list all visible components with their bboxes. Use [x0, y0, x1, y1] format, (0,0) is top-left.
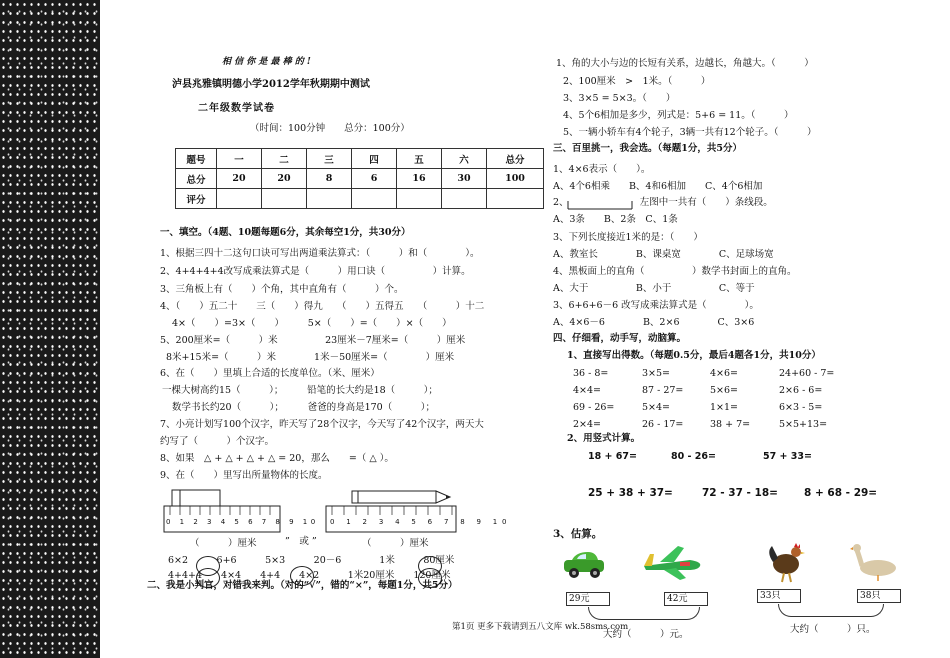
question-7b: 约写了（ ）个汉字。	[160, 436, 275, 447]
table-cell: 总分	[176, 169, 217, 189]
count-box-rooster: 33只	[757, 589, 801, 603]
brace	[778, 604, 884, 617]
segment-figure	[566, 198, 634, 212]
vertical-calc-item: 80 - 26=	[671, 451, 716, 462]
vertical-calc-item: 25 + 38 + 37=	[588, 487, 673, 499]
table-cell: 100	[487, 169, 544, 189]
vertical-calc-item: 72 - 37 - 18=	[702, 487, 778, 499]
score-table-points-row	[176, 169, 544, 189]
ruler-pencil-figure	[322, 488, 462, 536]
calc-title: 1、直接写出得数。（每题0.5分，最后4题各1分，共10分）	[567, 350, 821, 361]
table-cell: 8	[307, 169, 352, 189]
question-7a: 7、小亮计划写100个汉字，昨天写了28个汉字，今天写了42个汉字，两天大	[160, 419, 484, 430]
table-cell: 二	[262, 149, 307, 169]
table-cell: 16	[397, 169, 442, 189]
compare-row-2: 4+4+4 4×4 4+4 4×2 1米20厘米 120厘米	[168, 570, 451, 581]
table-cell: 6	[352, 169, 397, 189]
school-title: 泸县兆雅镇明德小学2012学年秋期期中测试	[172, 79, 370, 90]
table-cell: 四	[352, 149, 397, 169]
calc-item: 6×3 - 5=	[779, 402, 823, 413]
grade-cell[interactable]	[442, 189, 487, 209]
table-cell: 五	[397, 149, 442, 169]
section-3-title: 三、百里挑一，我会选。（每题1分，共5分）	[553, 143, 742, 154]
choice-2-options: A、3条 B、2条 C、1条	[553, 214, 678, 225]
choice-5: 3、6+6+6－6 改写成乘法算式是（ ）。	[553, 300, 759, 311]
question-8: 8、如果 △ + △ + △ + △ = 20，那么 =（ △ ）。	[160, 453, 394, 464]
calc-item: 69 - 26=	[573, 402, 615, 413]
brace	[588, 607, 700, 620]
grade-cell[interactable]	[397, 189, 442, 209]
vertical-calc-item: 18 + 67=	[588, 451, 637, 462]
ruler-left-labels: 0 1 2 3 4 5 6 7 8 9 10	[166, 518, 319, 526]
vertical-calc-item: 8 + 68 - 29=	[804, 487, 878, 499]
question-4b: 4×（ ）=3×（ ） 5×（ ）=（ ）×（ ）	[172, 318, 452, 329]
footer-text: 第1页 更多下载请到五八文库 wk.58sms.com	[452, 622, 629, 632]
choice-3: 3、下列长度接近1米的是：（ ）	[553, 232, 703, 243]
duck-icon	[850, 542, 902, 582]
choice-4-options: A、大于 B、小于 C、等于	[553, 283, 755, 294]
binding-margin	[0, 0, 100, 658]
estimate-title: 3、估算。	[553, 528, 603, 540]
calc-item: 38 + 7=	[710, 419, 751, 430]
calc-item: 24+60 - 7=	[779, 368, 835, 379]
calc-item: 2×4=	[573, 419, 602, 430]
table-cell: 评分	[176, 189, 217, 209]
judge-4: 4、5个6相加是多少，列式是：5+6 = 11。（ ）	[563, 110, 794, 121]
grade-cell[interactable]	[352, 189, 397, 209]
table-cell: 六	[442, 149, 487, 169]
choice-3-options: A、教室长 B、课桌宽 C、足球场宽	[553, 249, 774, 260]
table-cell: 一	[217, 149, 262, 169]
table-cell: 题号	[176, 149, 217, 169]
calc-item: 26 - 17=	[642, 419, 684, 430]
table-cell: 三	[307, 149, 352, 169]
section-4-title: 四、仔细看，动手写，动脑算。	[553, 333, 687, 344]
toy-plane-icon	[640, 544, 704, 582]
unit-left: （ ）厘米	[190, 538, 257, 549]
judge-2: 2、100厘米 > 1米。（ ）	[563, 76, 711, 87]
question-3: 3、三角板上有（ ）个角，其中直角有（ ）个。	[160, 284, 404, 295]
choice-5-options: A、4×6－6 B、2×6 C、3×6	[553, 317, 755, 328]
choice-1: 1、4×6表示（ ）。	[553, 164, 651, 175]
calc-item: 1×1=	[710, 402, 739, 413]
grade-cell[interactable]	[262, 189, 307, 209]
grade-cell[interactable]	[487, 189, 544, 209]
score-table-header-row	[176, 149, 544, 169]
section-1-title: 一、填空。（4题、10题每题6分，其余每空1分，共30分）	[160, 227, 411, 238]
calc-item: 5×4=	[642, 402, 671, 413]
table-cell: 20	[217, 169, 262, 189]
choice-1-options: A、4个6相乘 B、4和6相加 C、4个6相加	[553, 181, 763, 192]
choice-2: 2、 左图中一共有（ ）条线段。	[553, 197, 773, 208]
toy-car-icon	[560, 550, 608, 580]
count-box-duck: 38只	[857, 589, 901, 603]
quote-marks: ” 或 ”	[285, 536, 317, 547]
question-5a: 5、200厘米=（ ）米 23厘米－7厘米=（ ）厘米	[160, 335, 466, 346]
vertical-calc-title: 2、用竖式计算。	[567, 433, 641, 444]
price-box-plane: 42元	[664, 592, 708, 606]
question-2: 2、4+4+4+4改写成乘法算式是（ ）用口诀（ ）计算。	[160, 266, 471, 277]
table-cell: 30	[442, 169, 487, 189]
calc-item: 87 - 27=	[642, 385, 684, 396]
rooster-icon	[764, 540, 808, 584]
calc-item: 4×6=	[710, 368, 739, 379]
score-table	[175, 148, 544, 209]
section-2-title: 二、我是小判官，对错我来判。（对的“√”，错的“×”，每题1分，共5分）	[147, 580, 458, 591]
question-6a: 一棵大树高约15（ ）； 铅笔的长大约是18（ ）；	[162, 385, 438, 396]
grade-cell[interactable]	[307, 189, 352, 209]
calc-item: 2×6 - 6=	[779, 385, 823, 396]
question-6: 6、在（ ）里填上合适的长度单位。（米、厘米）	[160, 368, 380, 379]
estimate-answer-2: 大约（ ）只。	[790, 624, 876, 635]
choice-4: 4、黑板面上的直角（ ）数学书封面上的直角。	[553, 266, 797, 277]
question-9: 9、在（ ）里写出所量物体的长度。	[160, 470, 328, 481]
calc-item: 4×4=	[573, 385, 602, 396]
judge-5: 5、一辆小轿车有4个轮子，3辆一共有12个轮子。（ ）	[563, 127, 817, 138]
ruler-right-labels: 0 1 2 3 4 5 6 7 8 9 10	[330, 518, 512, 526]
compare-row-1: 6×2 6+6 5×3 20－6 1米 80厘米	[168, 555, 455, 566]
table-cell: 20	[262, 169, 307, 189]
paper-subject: 二年级数学试卷	[198, 103, 275, 114]
calc-item: 5×5+13=	[779, 419, 828, 430]
question-1: 1、根据三四十二这句口诀可写出两道乘法算式：（ ）和（ ）。	[160, 248, 480, 259]
calc-item: 5×6=	[710, 385, 739, 396]
time-info: （时间：100分钟 总分：100分）	[250, 123, 410, 134]
judge-3: 3、3×5 = 5×3。（ ）	[563, 93, 676, 104]
table-cell: 总分	[487, 149, 544, 169]
vertical-calc-item: 57 + 33=	[763, 451, 812, 462]
score-table-grade-row	[176, 189, 544, 209]
estimate-answer-1: 大约（ ）元。	[603, 629, 689, 640]
ruler-eraser-figure	[162, 488, 282, 536]
question-4a: 4、（ ）五二十 三（ ）得九 （ ）五得五 （ ）十二	[160, 301, 485, 312]
judge-1: 1、角的大小与边的长短有关系，边越长，角越大。（ ）	[556, 58, 814, 69]
calc-item: 3×5=	[642, 368, 671, 379]
grade-cell[interactable]	[217, 189, 262, 209]
question-6b: 数学书长约20（ ）； 爸爸的身高是170（ ）；	[172, 402, 435, 413]
calc-item: 36 - 8=	[573, 368, 609, 379]
unit-right: （ ）厘米	[362, 538, 429, 549]
motto: 相 信 你 是 最 棒 的 !	[222, 57, 311, 67]
price-box-car: 29元	[566, 592, 610, 606]
question-5b: 8米+15米=（ ）米 1米－50厘米=（ ）厘米	[166, 352, 455, 363]
